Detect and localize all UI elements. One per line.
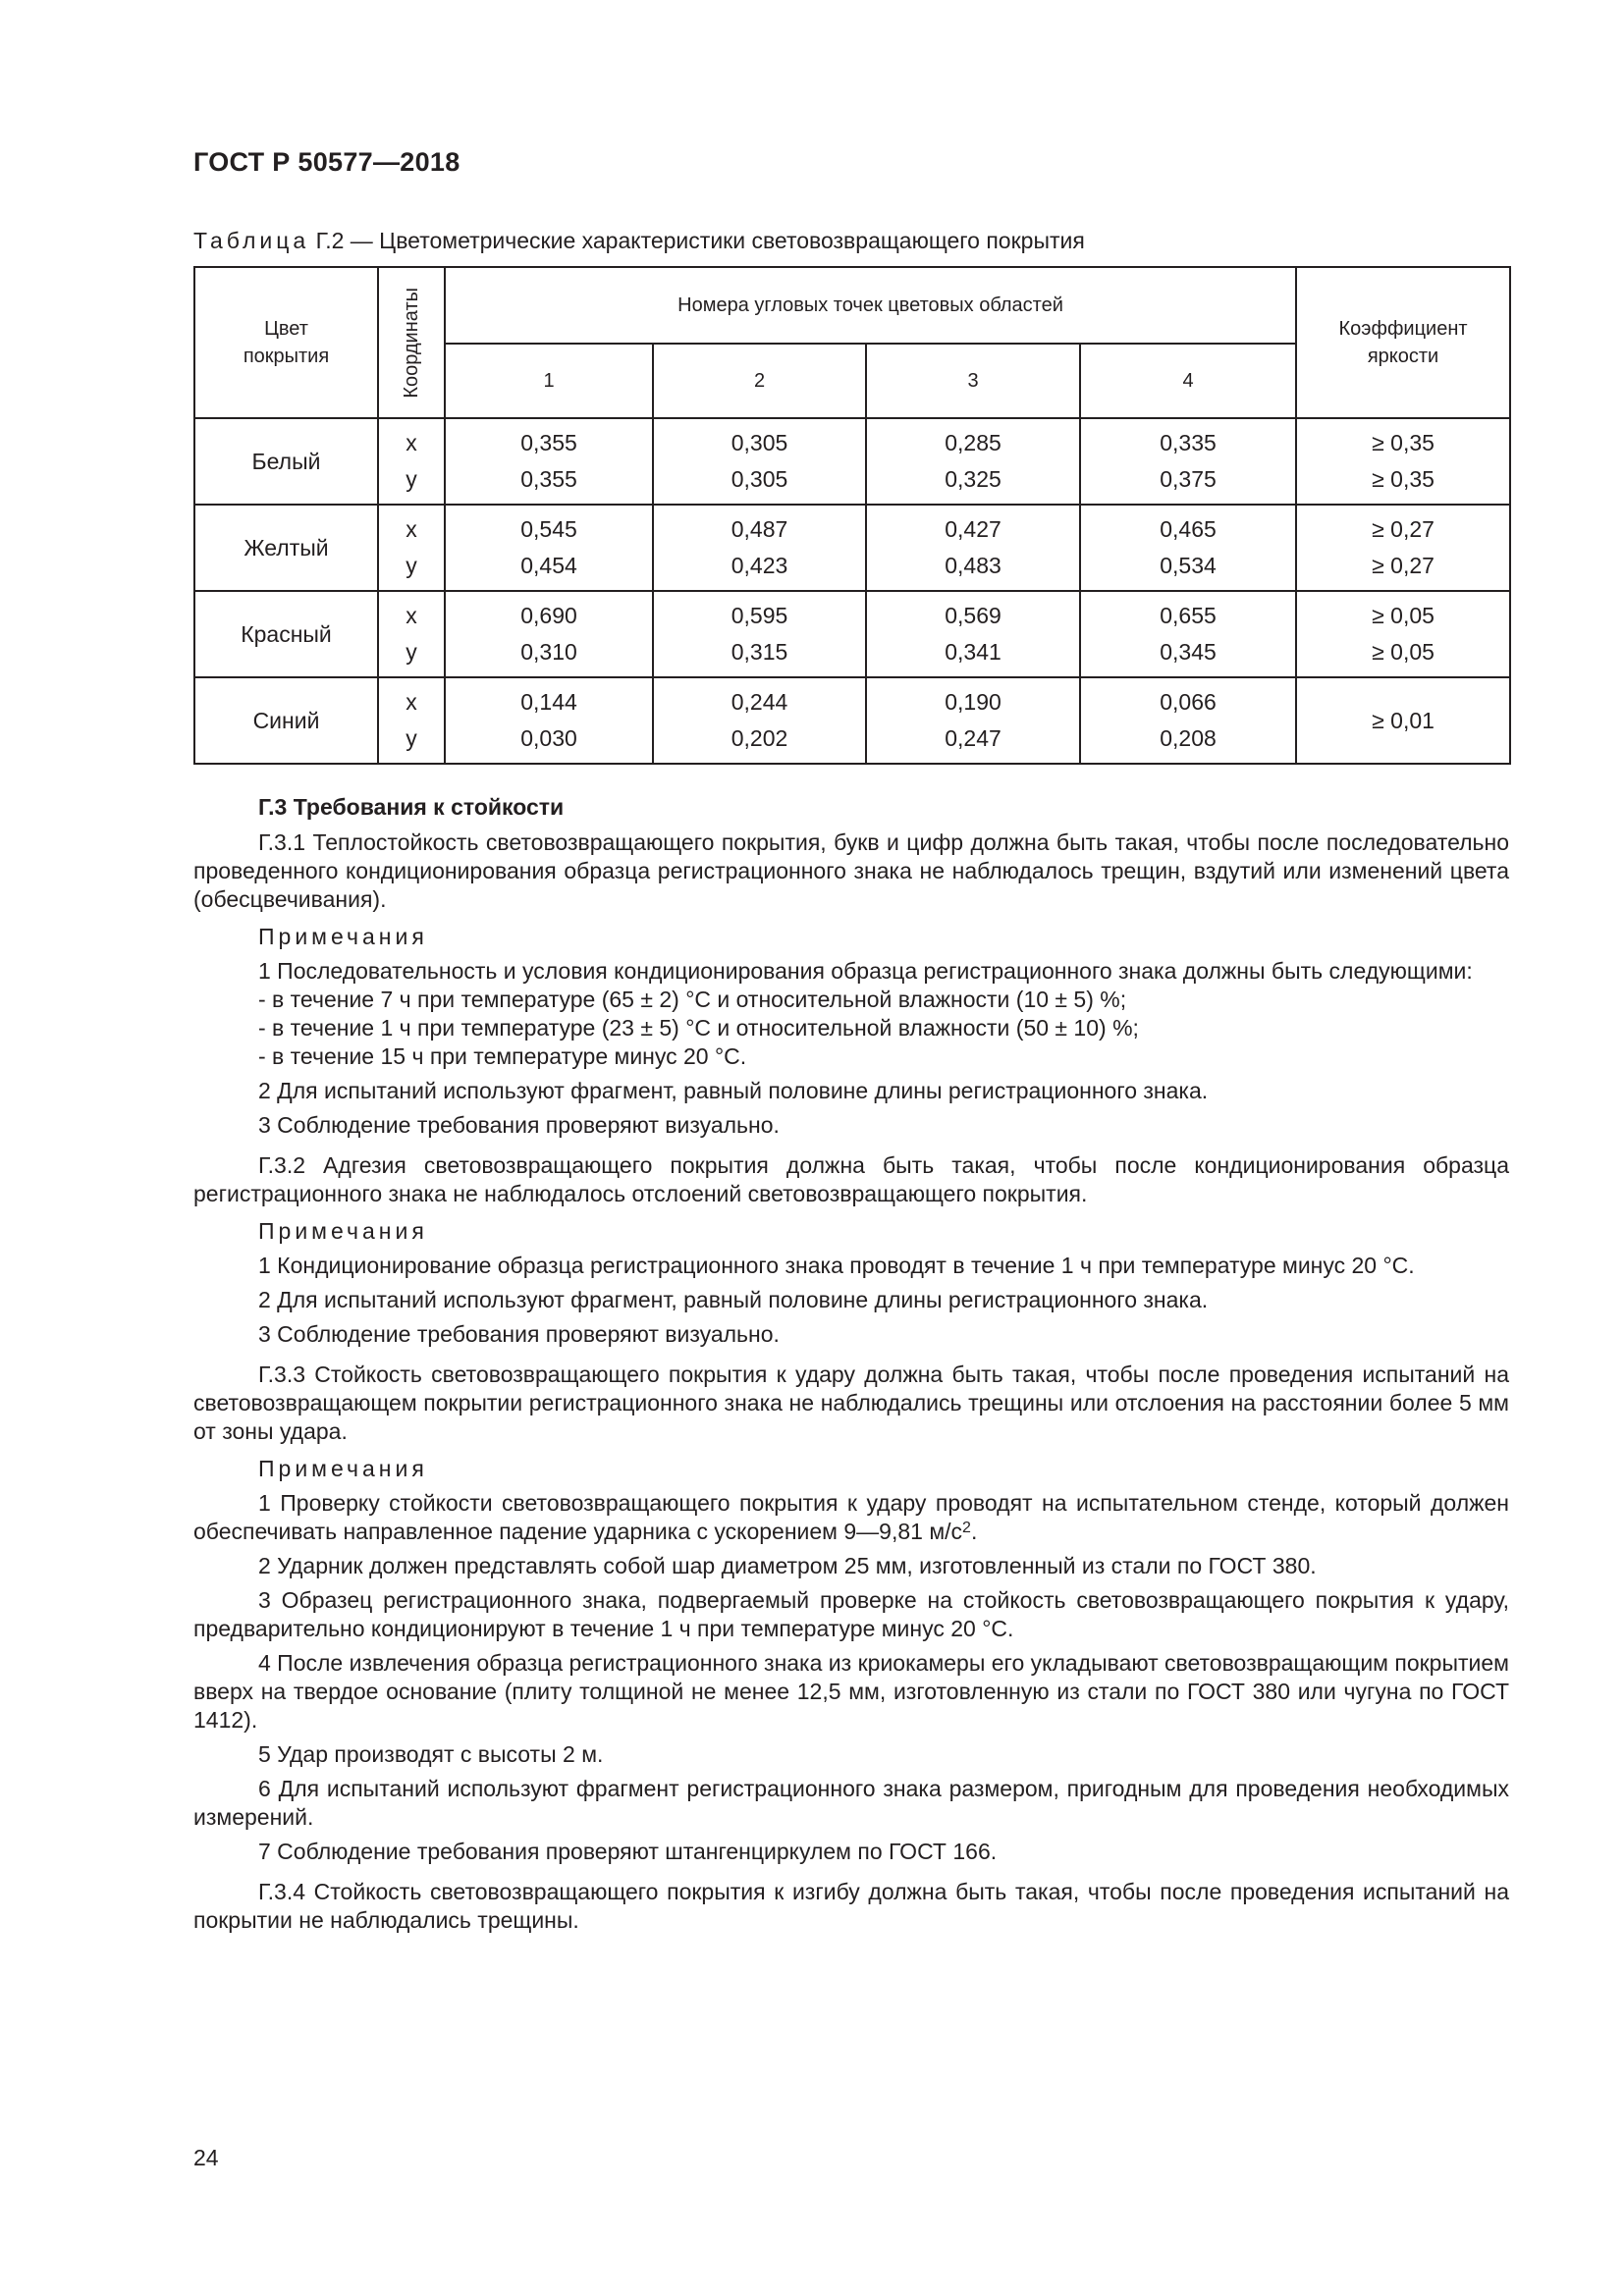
section-title: Г.3 Требования к стойкости — [258, 794, 565, 820]
color-name: Синий — [194, 677, 378, 764]
note-item: 4 После извлечения образца регистрационного знака из криокамеры его укладывают световозвращающим покрытием вверх на твердое основание (плиту толщиной не менее 12,5 мм, изготовленную из стали по ГОСТ 380 или чугуна по ГОСТ 1412). — [193, 1650, 1509, 1733]
clause-g31: Г.3.1 Теплостойкость световозвращающего покрытия, букв и цифр должна быть такая, чтобы после последовательно проведенного кондиционирования образца регистрационного знака не наблюдалось трещин, вздутий или изменений цвета (обесцвечивания). — [193, 829, 1509, 912]
color-name: Белый — [194, 418, 378, 505]
table-row: Белый x y 0,355 0,355 0,305 0,305 0,285 0,325 0,335 0,375 ≥ 0,35 ≥ 0,35 — [194, 418, 1510, 505]
document-header: ГОСТ Р 50577—2018 — [193, 147, 460, 177]
table-caption-title: Г.2 — Цветометрические характеристики световозвращающего покрытия — [309, 228, 1085, 253]
clause-g33: Г.3.3 Стойкость световозвращающего покрытия к удару должна быть такая, чтобы после проведения испытаний на световозвращающем покрытии регистрационного знака не наблюдались трещины или отслоения на расстоянии более 5 мм от зоны удара. — [193, 1362, 1509, 1444]
section-body — [193, 793, 1509, 1935]
header-point-3: 3 — [866, 344, 1080, 418]
clause-g34: Г.3.4 Стойкость световозвращающего покрытия к изгибу должна быть такая, чтобы после проведения испытаний на покрытии не наблюдались трещины. — [193, 1879, 1509, 1933]
note-item: 1 Последовательность и условия кондиционирования образца регистрационного знака должны быть следующими: — [258, 958, 1473, 984]
list-item: - в течение 15 ч при температуре минус 20 °С. — [258, 1043, 747, 1069]
notes-heading: Примечания — [258, 924, 428, 949]
notes-heading: Примечания — [258, 1218, 428, 1244]
table-row: Желтый x y 0,545 0,454 0,487 0,423 0,427 0,483 0,465 0,534 ≥ 0,27 ≥ 0,27 — [194, 505, 1510, 591]
table-caption — [193, 228, 1085, 254]
note-item: 3 Соблюдение требования проверяют визуально. — [258, 1321, 780, 1347]
note-item: 2 Для испытаний используют фрагмент, равный половине длины регистрационного знака. — [258, 1078, 1209, 1103]
table-row: Синий x y 0,144 0,030 0,244 0,202 0,190 0,247 0,066 0,208 ≥ 0,01 — [194, 677, 1510, 764]
note-item: 7 Соблюдение требования проверяют штангенциркулем по ГОСТ 166. — [258, 1839, 998, 1864]
notes-heading: Примечания — [258, 1456, 428, 1481]
header-color: Цвет покрытия — [194, 267, 378, 418]
note-item: 6 Для испытаний используют фрагмент регистрационного знака размером, пригодным для проведения необходимых измерений. — [193, 1776, 1509, 1830]
table-caption-prefix: Таблица — [193, 228, 310, 253]
header-points: Номера угловых точек цветовых областей — [445, 267, 1296, 344]
list-item: - в течение 7 ч при температуре (65 ± 2) °С и относительной влажности (10 ± 5) %; — [258, 987, 1127, 1012]
color-name: Красный — [194, 591, 378, 677]
header-brightness: Коэффициент яркости — [1296, 267, 1510, 418]
header-point-1: 1 — [445, 344, 653, 418]
note-item: 1 Проверку стойкости световозвращающего покрытия к удару проводят на испытательном стенде, который должен обеспечивать направленное падение ударника с ускорением 9—9,81 $м/с^2$. — [193, 1490, 1509, 1544]
color-name: Желтый — [194, 505, 378, 591]
note-item: 3 Соблюдение требования проверяют визуально. — [258, 1112, 780, 1138]
page-number: 24 — [193, 2145, 219, 2170]
list-item: - в течение 1 ч при температуре (23 ± 5) °С и относительной влажности (50 ± 10) %; — [258, 1015, 1139, 1041]
note-item: 5 Удар производят с высоты 2 м. — [258, 1741, 604, 1767]
colorimetric-table — [193, 266, 1511, 765]
note-item: 2 Для испытаний используют фрагмент, равный половине длины регистрационного знака. — [258, 1287, 1209, 1312]
clause-g32: Г.3.2 Адгезия световозвращающего покрытия должна быть такая, чтобы после кондиционирования образца регистрационного знака не наблюдалось отслоений световозвращающего покрытия. — [193, 1152, 1509, 1206]
header-coordinates: Координаты — [378, 267, 445, 418]
header-point-2: 2 — [653, 344, 866, 418]
table-row: Красный x y 0,690 0,310 0,595 0,315 0,569 0,341 0,655 0,345 ≥ 0,05 ≥ 0,05 — [194, 591, 1510, 677]
note-item: 1 Кондиционирование образца регистрационного знака проводят в течение 1 ч при температуре минус 20 °С. — [258, 1253, 1415, 1278]
note-item: 3 Образец регистрационного знака, подвергаемый проверке на стойкость световозвращающего покрытия к удару, предварительно кондиционируют в течение 1 ч при температуре минус 20 °С. — [193, 1587, 1509, 1641]
note-item: 2 Ударник должен представлять собой шар диаметром 25 мм, изготовленный из стали по ГОСТ 380. — [258, 1553, 1317, 1578]
header-point-4: 4 — [1080, 344, 1296, 418]
